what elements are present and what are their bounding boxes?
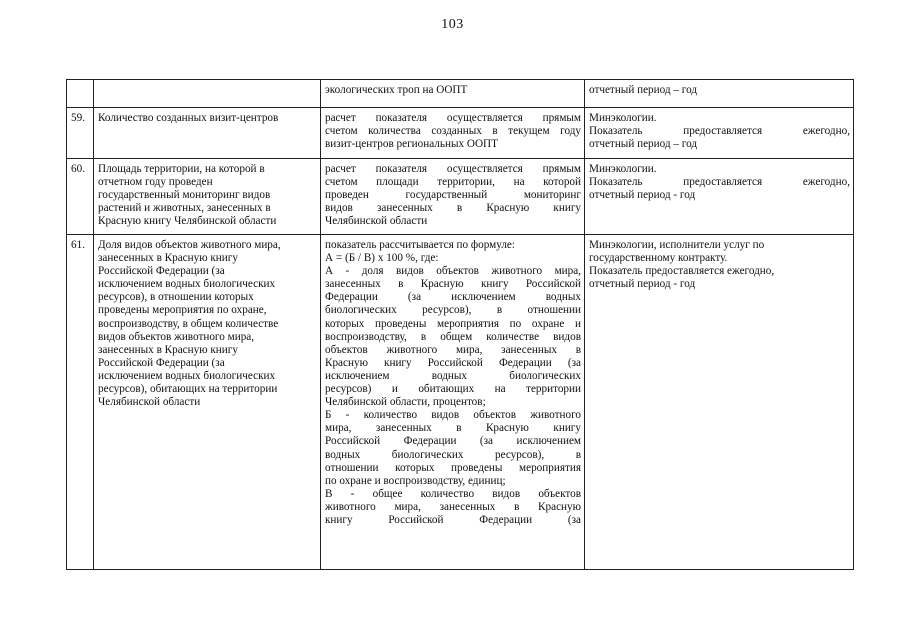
name-line: Челябинской области [98, 396, 201, 409]
name-line: занесенных в Красную книгу [98, 252, 238, 265]
name-line: Российской Федерации (за [98, 265, 225, 278]
name-line: Российской Федерации (за [98, 356, 225, 369]
name-line: видов объектов животного мира, [98, 330, 255, 343]
method-line: по охране и воспроизводству, единиц; [325, 474, 506, 487]
name-line: государственный мониторинг видов [98, 189, 271, 202]
method-line: В - общее количество видов объектов [325, 487, 581, 500]
method-line: водных биологических ресурсов), в [325, 448, 581, 461]
table-row [67, 108, 854, 159]
source-line: отчетный период – год [589, 138, 698, 151]
name-line: Доля видов объектов животного мира, [98, 239, 281, 251]
source-line: Показатель предоставляется ежегодно, [589, 265, 775, 278]
method-line: Российской Федерации (за исключением [325, 435, 581, 448]
table-row [67, 159, 854, 235]
name-line: растений и животных, занесенных в [98, 202, 271, 215]
name-line: воспроизводству, в общем количестве [98, 317, 279, 330]
data-source-cell: отчетный период – год [585, 80, 854, 108]
method-line: Федерации (за исключением водных [325, 291, 581, 304]
indicator-name-cell [94, 159, 321, 235]
calculation-method-cell [321, 159, 585, 235]
method-line: биологических ресурсов), в отношении [325, 304, 581, 317]
method-line: Челябинской области [325, 215, 428, 228]
name-line: исключением водных биологических [98, 369, 276, 382]
name-line: ресурсов), в отношении которых [98, 291, 254, 304]
source-line: государственному контракту. [589, 252, 728, 265]
formula-line: А = (Б / В) х 100 %, где: [325, 252, 439, 265]
method-line: исключением водных биологических [325, 369, 581, 382]
name-line: проведены мероприятия по охране, [98, 304, 267, 317]
indicator-name-cell [94, 80, 321, 108]
indicator-name-cell: Количество созданных визит-центров [94, 108, 321, 159]
name-line: занесенных в Красную книгу [98, 343, 238, 356]
calculation-method-cell [321, 108, 585, 159]
method-line: А - доля видов объектов животного мира, [325, 265, 581, 278]
indicators-table [66, 79, 854, 570]
table-row [67, 235, 854, 570]
method-line: проведен государственный мониторинг [325, 189, 581, 202]
indicator-name-cell [94, 235, 321, 570]
method-line: счетом площади территории, на которой [325, 176, 581, 189]
data-source-cell [585, 108, 854, 159]
method-line: занесенных в Красную книгу Российской [325, 278, 581, 291]
method-line: которых проведены мероприятия по охране и [325, 317, 581, 330]
method-line: показатель рассчитывается по формуле: [325, 239, 516, 251]
name-line: Площадь территории, на которой в [98, 163, 265, 175]
method-line: воспроизводству, в общем количестве видов [325, 330, 581, 343]
method-line: видов занесенных в Красную книгу [325, 202, 581, 215]
data-source-cell [585, 159, 854, 235]
source-line: Показатель предоставляется ежегодно, [589, 125, 850, 138]
row-number-cell: 59. [67, 108, 94, 159]
method-line: животного мира, занесенных в Красную [325, 500, 581, 513]
calculation-method-cell [321, 235, 585, 570]
method-line: объектов животного мира, занесенных в [325, 343, 581, 356]
method-line: ресурсов) и обитающих на территории [325, 383, 581, 396]
row-number-cell: 60. [67, 159, 94, 235]
page-number: 103 [441, 17, 464, 32]
method-line: Челябинской области, процентов; [325, 396, 486, 409]
table-row-continuation [67, 80, 854, 108]
method-line: визит-центров региональных ООПТ [325, 138, 498, 151]
data-source-cell [585, 235, 854, 570]
method-line: книгу Российской Федерации (за [325, 513, 581, 526]
method-line: расчет показателя осуществляется прямым [325, 112, 581, 124]
source-line: Показатель предоставляется ежегодно, [589, 176, 850, 189]
method-line: счетом количества созданных в текущем году [325, 125, 581, 138]
method-line: мира, занесенных в Красную книгу [325, 422, 581, 435]
method-line: расчет показателя осуществляется прямым [325, 163, 581, 175]
calculation-method-cell: экологических троп на ООПТ [321, 80, 585, 108]
method-line: отношении которых проведены мероприятия [325, 461, 581, 474]
name-line: отчетном году проведен [98, 176, 213, 189]
source-line: отчетный период - год [589, 189, 696, 202]
source-line: Минэкологии. [589, 112, 657, 124]
source-line: Минэкологии, исполнители услуг по [589, 239, 765, 251]
method-line: Красную книгу Российской Федерации (за [325, 356, 581, 369]
row-number-cell: 61. [67, 235, 94, 570]
row-number-cell [67, 80, 94, 108]
name-line: ресурсов), обитающих на территории [98, 383, 278, 396]
source-line: отчетный период - год [589, 278, 696, 291]
source-line: Минэкологии. [589, 163, 657, 175]
method-line: Б - количество видов объектов животного [325, 409, 581, 422]
name-line: исключением водных биологических [98, 278, 276, 291]
name-line: Красную книгу Челябинской области [98, 215, 277, 228]
